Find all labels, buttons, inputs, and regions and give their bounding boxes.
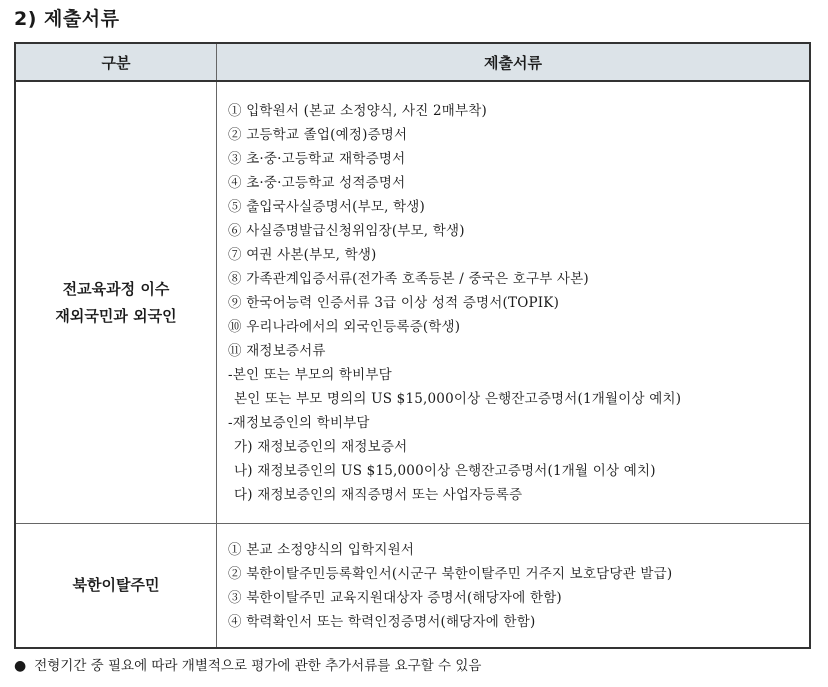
list-item: ⑥ 사실증명발급신청위임장(부모, 학생) xyxy=(228,222,465,239)
list-item: ① 입학원서 (본교 소정양식, 사진 2매부착) xyxy=(228,102,487,119)
list-item: ⑩ 우리나라에서의 외국인등록증(학생) xyxy=(228,318,461,335)
footnote-text: 전형기간 중 필요에 따라 개별적으로 평가에 관한 추가서류를 요구할 수 있음 xyxy=(34,658,482,674)
list-item: ③ 초·중·고등학교 재학증명서 xyxy=(228,150,406,167)
category-line: 재외국민과 외국인 xyxy=(55,306,177,325)
list-item: ⑧ 가족관계입증서류(전가족 호족등본 / 중국은 호구부 사본) xyxy=(228,270,589,287)
list-item: -재정보증인의 학비부담 xyxy=(228,414,370,431)
documents-table xyxy=(14,42,811,649)
list-item: ④ 초·중·고등학교 성적증명서 xyxy=(228,174,406,191)
category-cell xyxy=(15,524,217,649)
list-item: ⑤ 출입국사실증명서(부모, 학생) xyxy=(228,198,425,215)
list-item: ④ 학력확인서 또는 학력인정증명서(해당자에 한함) xyxy=(228,613,536,630)
header-documents: 제출서류 xyxy=(217,43,811,81)
list-item: ② 고등학교 졸업(예정)증명서 xyxy=(228,126,408,143)
documents-cell xyxy=(217,524,811,649)
header-category: 구분 xyxy=(15,43,217,81)
documents-cell xyxy=(217,81,811,524)
list-item: -본인 또는 부모의 학비부담 xyxy=(228,366,392,383)
list-item: ① 본교 소정양식의 입학지원서 xyxy=(228,541,415,558)
list-item: 가) 재정보증인의 재정보증서 xyxy=(234,438,408,455)
table-header-row xyxy=(15,43,810,81)
list-item: ⑪ 재정보증서류 xyxy=(228,342,326,359)
category-line: 전교육과정 이수 xyxy=(62,279,170,298)
list-item: 다) 재정보증인의 재직증명서 또는 사업자등록증 xyxy=(234,486,523,503)
list-item: ⑦ 여권 사본(부모, 학생) xyxy=(228,246,377,263)
footnote xyxy=(14,654,481,674)
category-line: 북한이탈주민 xyxy=(72,576,160,594)
table-row xyxy=(15,524,810,649)
list-item: ③ 북한이탈주민 교육지원대상자 증명서(해당자에 한함) xyxy=(228,589,562,606)
document-list xyxy=(228,99,809,507)
list-item: 나) 재정보증인의 US $15,000이상 은행잔고증명서(1개월 이상 예치) xyxy=(234,462,656,479)
category-cell xyxy=(15,81,217,524)
table-row xyxy=(15,81,810,524)
list-item: ② 북한이탈주민등록확인서(시군구 북한이탈주민 거주지 보호담당관 발급) xyxy=(228,565,673,582)
bullet-icon: ● xyxy=(14,658,27,674)
document-list xyxy=(228,538,809,634)
list-item: ⑨ 한국어능력 인증서류 3급 이상 성적 증명서(TOPIK) xyxy=(228,294,560,311)
section-title: 2) 제출서류 xyxy=(14,8,120,30)
list-item: 본인 또는 부모 명의의 US $15,000이상 은행잔고증명서(1개월이상 예치) xyxy=(234,390,682,407)
